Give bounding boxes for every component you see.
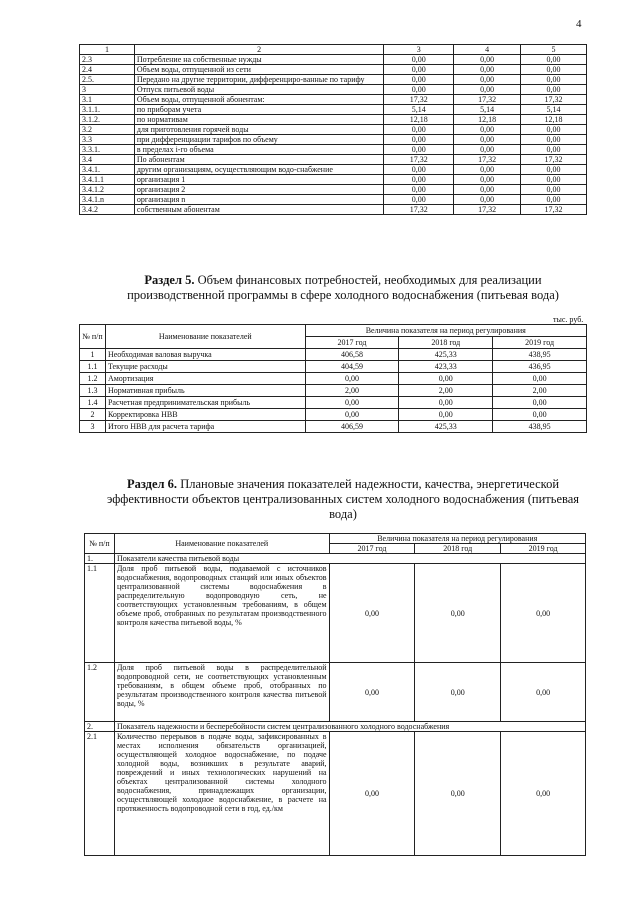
value-2019: 0,00 [521,85,587,95]
value-2018: 0,00 [454,185,521,195]
value-2019: 2,00 [493,385,587,397]
value-2019: 0,00 [521,185,587,195]
row-code: 3.4.2 [80,205,135,215]
value-2017: 0,00 [384,135,454,145]
table-row [80,385,587,397]
table-row [80,95,587,105]
row-number: 2.1 [85,732,115,856]
table-header-row [80,45,587,55]
value-2017: 0,00 [384,165,454,175]
row-code: 3.1.1. [80,105,135,115]
row-name: Передано на другие территории, дифференциро-ванные по тарифу [134,75,383,85]
value-2019: 17,32 [521,95,587,105]
row-code: 3.4.1.n [80,195,135,205]
value-2019: 0,00 [521,65,587,75]
value-2018: 0,00 [454,65,521,75]
row-name: Объем воды, отпущенной абонентам: [134,95,383,105]
value-2018: 0,00 [454,195,521,205]
column-number: 3 [384,45,454,55]
table-row [80,145,587,155]
row-number: 1.3 [80,385,106,397]
value-2019: 436,95 [493,361,587,373]
value-2018: 0,00 [399,397,493,409]
financial-needs-table [79,324,587,433]
section6-year: 2019 год [501,544,586,554]
row-number: 1. [85,554,115,564]
section-title-row: Показатель надежности и бесперебойности систем централизованного холодного водоснабжения [114,722,585,732]
row-code: 3.4.1.2 [80,185,135,195]
value-2019: 12,18 [521,115,587,125]
column-number: 4 [454,45,521,55]
section5-col-group: Величина показателя на период регулирования [305,325,586,337]
section5-col-name: Наименование показателей [105,325,305,349]
value-2018: 0,00 [454,55,521,65]
row-name: Корректировка НВВ [105,409,305,421]
indicator-value: 0,00 [501,732,586,856]
indicator-value: 0,00 [415,663,501,722]
value-2019: 0,00 [521,55,587,65]
value-2017: 406,58 [305,349,399,361]
row-name: Амортизация [105,373,305,385]
row-name: при дифференциации тарифов по объему [134,135,383,145]
row-name: Потребление на собственные нужды [134,55,383,65]
table-row [80,135,587,145]
value-2019: 0,00 [521,75,587,85]
table-row [80,185,587,195]
row-name: Итого НВВ для расчета тарифа [105,421,305,433]
value-2017: 0,00 [384,75,454,85]
row-number: 2 [80,409,106,421]
row-name: организация 1 [134,175,383,185]
section5-heading [100,273,586,303]
value-2018: 17,32 [454,95,521,105]
value-2019: 0,00 [521,145,587,155]
row-code: 3.1.2. [80,115,135,125]
row-number: 1 [80,349,106,361]
row-number: 1.1 [80,361,106,373]
section-title-row: Показатели качества питьевой воды [114,554,585,564]
value-2019: 0,00 [521,175,587,185]
row-code: 3.3 [80,135,135,145]
row-code: 3.3.1. [80,145,135,155]
section5-year: 2018 год [399,337,493,349]
value-2017: 2,00 [305,385,399,397]
row-name: организация n [134,195,383,205]
table-row [80,373,587,385]
section6-col-name: Наименование показателей [114,534,329,554]
row-number: 1.2 [80,373,106,385]
row-code: 3.1 [80,95,135,105]
value-2017: 5,14 [384,105,454,115]
value-2018: 0,00 [454,165,521,175]
row-name: по приборам учета [134,105,383,115]
table-row [80,195,587,205]
table-row [80,55,587,65]
value-2017: 0,00 [384,145,454,155]
row-name: Расчетная предпринимательская прибыль [105,397,305,409]
value-2018: 0,00 [454,85,521,95]
value-2017: 12,18 [384,115,454,125]
value-2018: 0,00 [454,75,521,85]
row-code: 2.3 [80,55,135,65]
table-row [80,85,587,95]
value-2017: 0,00 [384,125,454,135]
section6-year: 2018 год [415,544,501,554]
reliability-indicators-table [84,533,586,856]
row-name: Нормативная прибыль [105,385,305,397]
section5-year: 2017 год [305,337,399,349]
row-name: Необходимая валовая выручка [105,349,305,361]
row-number: 2. [85,722,115,732]
section5-unit: тыс. руб. [553,315,584,324]
row-name: по нормативам [134,115,383,125]
value-2019: 0,00 [521,165,587,175]
value-2018: 0,00 [454,125,521,135]
value-2017: 17,32 [384,205,454,215]
value-2018: 0,00 [399,373,493,385]
value-2017: 0,00 [384,65,454,75]
indicator-text: Доля проб питьевой воды в распределительной водопроводной сети, не соответствующих установленным требованиям, в общем объеме проб, отобранных по результатам производственного контроля качества питьевой воды, % [114,663,329,722]
row-code: 2.4 [80,65,135,75]
value-2018: 0,00 [399,409,493,421]
section5-year: 2019 год [493,337,587,349]
value-2018: 0,00 [454,175,521,185]
row-number: 1.4 [80,397,106,409]
page-number: 4 [576,18,582,30]
table-row [80,155,587,165]
row-code: 3.4 [80,155,135,165]
value-2019: 0,00 [493,373,587,385]
value-2017: 0,00 [384,175,454,185]
value-2019: 438,95 [493,421,587,433]
value-2017: 17,32 [384,95,454,105]
row-code: 3.2 [80,125,135,135]
table-row [80,205,587,215]
row-code: 3.4.1. [80,165,135,175]
value-2017: 406,59 [305,421,399,433]
indicator-value: 0,00 [501,663,586,722]
indicator-value: 0,00 [501,564,586,663]
value-2018: 425,33 [399,421,493,433]
table-row [80,349,587,361]
column-number: 1 [80,45,135,55]
value-2017: 0,00 [384,55,454,65]
row-name: По абонентам [134,155,383,165]
table-row [80,125,587,135]
value-2018: 425,33 [399,349,493,361]
row-name: организация 2 [134,185,383,195]
value-2017: 0,00 [305,397,399,409]
row-name: Отпуск питьевой воды [134,85,383,95]
row-code: 3 [80,85,135,95]
table-row [80,361,587,373]
value-2018: 0,00 [454,145,521,155]
value-2019: 0,00 [493,397,587,409]
row-name: другим организациям, осуществляющим водо-снабжение [134,165,383,175]
table-row [80,165,587,175]
value-2019: 438,95 [493,349,587,361]
indicator-value: 0,00 [329,663,415,722]
section6-col-group: Величина показателя на период регулирования [329,534,585,544]
value-2019: 0,00 [521,125,587,135]
value-2018: 12,18 [454,115,521,125]
section6-heading [100,477,586,522]
column-number: 5 [521,45,587,55]
indicator-value: 0,00 [415,564,501,663]
value-2017: 404,59 [305,361,399,373]
value-2018: 423,33 [399,361,493,373]
row-name: для приготовления горячей воды [134,125,383,135]
indicator-value: 0,00 [415,732,501,856]
row-code: 3.4.1.1 [80,175,135,185]
table-row [80,65,587,75]
value-2019: 17,32 [521,205,587,215]
section6-title: Плановые значения показателей надежности, качества, энергетической эффективности объектов централизованных систем холодного водоснабжения (питьевая вода) [106,477,580,521]
column-number: 2 [134,45,383,55]
value-2019: 0,00 [521,135,587,145]
row-code: 2.5. [80,75,135,85]
table-row [80,115,587,125]
section6-label: Раздел 6. [126,477,178,491]
value-2018: 0,00 [454,135,521,145]
row-name: Объем воды, отпущенной из сети [134,65,383,75]
row-number: 3 [80,421,106,433]
table-row [80,397,587,409]
value-2018: 17,32 [454,155,521,165]
indicator-text: Количество перерывов в подаче воды, зафиксированных в местах исполнения обязательств организацией, осуществляющей холодное водоснабжение, по подаче холодной воды, возникших в результате аварий, повреждений и иных технологических нарушений на объектах централизованной системы холодного водоснабжения, принадлежащих организации, осуществляющей холодное водоснабжение, в расчете на протяженность водопроводной сети в год, ед./км [114,732,329,856]
table-row [80,421,587,433]
value-2018: 2,00 [399,385,493,397]
section6-year: 2017 год [329,544,415,554]
value-2017: 17,32 [384,155,454,165]
value-2019: 5,14 [521,105,587,115]
value-2017: 0,00 [384,85,454,95]
table-row [80,105,587,115]
section5-title: Объем финансовых потребностей, необходимых для реализации производственной программы в сфере холодного водоснабжения (питьевая вода) [127,273,559,302]
water-balance-table [79,44,587,215]
section5-col-num: № п/п [80,325,106,349]
row-name: собственным абонентам [134,205,383,215]
value-2017: 0,00 [305,409,399,421]
indicator-value: 0,00 [329,564,415,663]
value-2018: 5,14 [454,105,521,115]
value-2017: 0,00 [305,373,399,385]
row-name: в пределах i-го объема [134,145,383,155]
value-2017: 0,00 [384,195,454,205]
value-2019: 0,00 [493,409,587,421]
row-number: 1.2 [85,663,115,722]
indicator-text: Доля проб питьевой воды, подаваемой с источников водоснабжения, водопроводных станций или иных объектов централизованной системы водоснабжения в распределительную водопроводную сеть, не соответствующих установленным требованиям, в общем объеме проб, отобранных по результатам производственного контроля качества питьевой воды, % [114,564,329,663]
value-2019: 0,00 [521,195,587,205]
table-row [80,175,587,185]
indicator-value: 0,00 [329,732,415,856]
value-2019: 17,32 [521,155,587,165]
value-2018: 17,32 [454,205,521,215]
row-number: 1.1 [85,564,115,663]
table-row [80,75,587,85]
section5-label: Раздел 5. [144,273,195,287]
value-2017: 0,00 [384,185,454,195]
section6-col-num: № п/п [85,534,115,554]
table-row [80,409,587,421]
row-name: Текущие расходы [105,361,305,373]
